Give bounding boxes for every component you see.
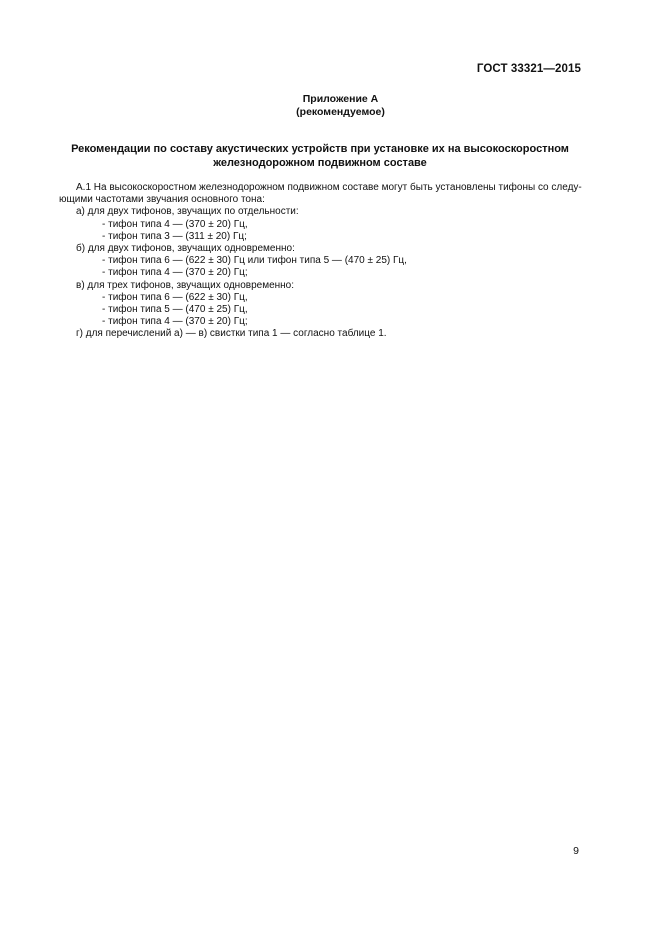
section-title-line-2: железнодорожном подвижном составе	[213, 157, 427, 169]
list-item: - тифон типа 4 — (370 ± 20) Гц;	[102, 316, 248, 328]
list-item: - тифон типа 6 — (622 ± 30) Гц или тифон типа 5 — (470 ± 25) Гц,	[102, 255, 407, 267]
document-code: ГОСТ 33321—2015	[476, 63, 581, 75]
list-item: - тифон типа 6 — (622 ± 30) Гц,	[102, 291, 248, 303]
list-heading-d: г) для перечислений а) — в) свистки типа 1 — согласно таблице 1.	[76, 328, 387, 340]
page-number: 9	[573, 845, 579, 857]
section-title	[60, 142, 580, 170]
list-heading-b: б) для двух тифонов, звучащих одновременно:	[76, 243, 295, 255]
paragraph-line: ющими частотами звучания основного тона:	[59, 194, 265, 206]
annex-heading	[0, 93, 661, 119]
body-text	[56, 182, 596, 341]
list-item: - тифон типа 4 — (370 ± 20) Гц;	[102, 267, 248, 279]
list-item: - тифон типа 5 — (470 ± 25) Гц,	[102, 304, 248, 316]
list-item: - тифон типа 4 — (370 ± 20) Гц,	[102, 218, 248, 230]
list-item: - тифон типа 3 — (311 ± 20) Гц;	[102, 230, 247, 242]
annex-title: Приложение А	[302, 93, 379, 105]
list-heading-a: а) для двух тифонов, звучащих по отдельности:	[76, 206, 299, 218]
annex-status: (рекомендуемое)	[296, 106, 385, 118]
section-title-line-1: Рекомендации по составу акустических устройств при установке их на высокоскоростном	[71, 143, 569, 155]
list-heading-c: в) для трех тифонов, звучащих одновременно:	[76, 279, 295, 291]
paragraph-line: А.1 На высокоскоростном железнодорожном подвижном составе могут быть установлены тифоны со следу-	[76, 182, 582, 193]
